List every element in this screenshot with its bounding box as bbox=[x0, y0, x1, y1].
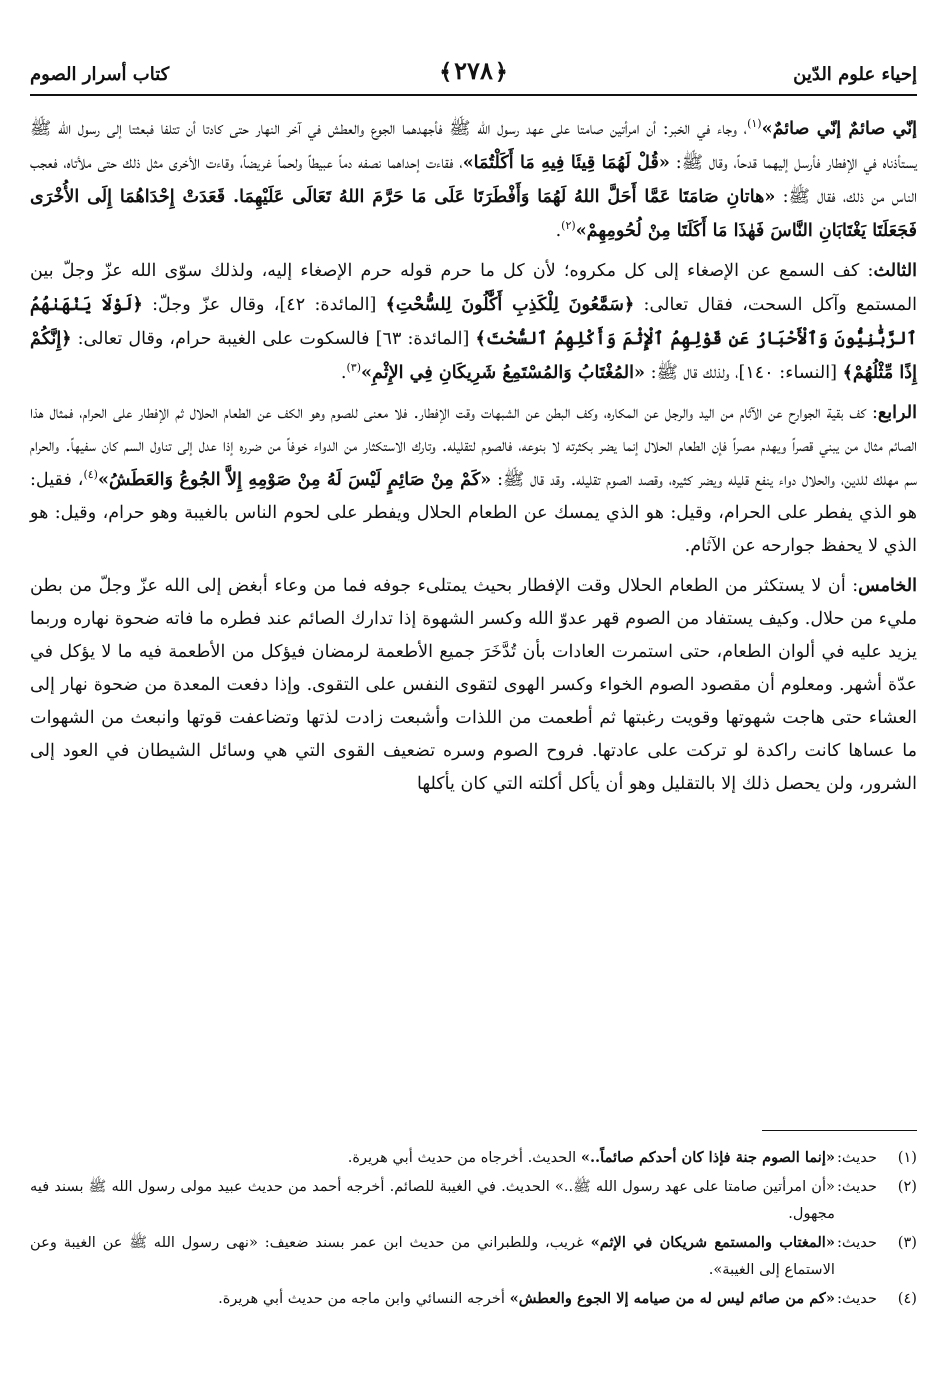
chapter-title: كتاب أسرار الصوم bbox=[30, 64, 170, 85]
paragraph bbox=[30, 396, 917, 563]
footnote bbox=[30, 1173, 917, 1227]
emphasis-text: ﴿لَوْلَا يَنْهَىٰهُمُ ٱلرَّبَّٰنِيُّونَ وَٱلْأَحْبَارُ عَن قَوْلِهِمُ ٱلْإِثْمَ وَأَكْلِهِمُ ٱلسُّحْتَ﴾ bbox=[30, 294, 917, 349]
emphasis-text: الخامس bbox=[858, 575, 917, 596]
main-text bbox=[30, 112, 917, 807]
footnote bbox=[30, 1144, 917, 1171]
footnote-label: حديث: bbox=[837, 1178, 877, 1195]
emphasis-text: الرابع bbox=[877, 402, 917, 423]
ornament-left: ﴾ bbox=[439, 59, 453, 85]
footnotes bbox=[30, 1144, 917, 1314]
footnote-text bbox=[348, 1149, 835, 1166]
text-run: الحديث. في الغيبة للصائم. أخرجه أحمد من حديث عبيد مولى رسول الله ﷺ بسند فيه مجهول. bbox=[30, 1178, 835, 1222]
page-number-value: ٢٧٨ bbox=[454, 56, 493, 85]
footnote-label: حديث: bbox=[837, 1149, 877, 1166]
footnote-label: حديث: bbox=[837, 1290, 877, 1307]
text-run: [المائدة: ٦٣] فالسكوت على الغيبة حرام، وقال تعالى: bbox=[71, 329, 476, 349]
footnote-text bbox=[30, 1178, 835, 1222]
text-run: . bbox=[555, 221, 562, 241]
paragraph bbox=[30, 112, 917, 248]
header-rule bbox=[30, 94, 917, 96]
emphasis-text: «هاتانِ صَامَتَا عَمَّا أَحَلَّ اللهُ لَهُمَا وَأَفْطَرَتَا عَلَى مَا حَرَّمَ اللهُ تَعَالَى عَلَيْهِمَا. قَعَدَتْ إِحْدَاهُمَا إِلَى الأُخْرَى فَجَعَلَتَا يَغْتَابَانِ النَّاسَ فَهٰذَا مَا أَكَلَتَا مِنْ لُحُومِهِمْ» bbox=[30, 186, 917, 241]
footnote-text bbox=[30, 1234, 835, 1278]
text-run: ، وجاء في الخبر: أن امرأتين صامتا على عهد رسول الله ﷺ فأجهدهما الجوع والعطش في آخر النهار حتى كادتا أن تتلفا فبعثتا إلى رسول الله ﷺ يستأذناه في الإفطار فأرسل إليهما قدحاً، وقال ﷺ: bbox=[30, 119, 917, 173]
book-title: إحياء علوم الدّين bbox=[793, 64, 917, 85]
emphasis-text: الثالث bbox=[873, 260, 917, 281]
ornament-right: ﴿ bbox=[494, 59, 508, 85]
paragraph bbox=[30, 254, 917, 390]
footnote-ref: (٣) bbox=[346, 361, 362, 375]
footnote-ref: (٢) bbox=[561, 219, 576, 233]
emphasis-text: «كَمْ مِنْ صَائِمٍ لَيْسَ لَهُ مِنْ صَوْمِهِ إِلاَّ الجُوعُ وَالعَطَشُ» bbox=[97, 469, 492, 490]
text-run: غريب، وللطبراني من حديث ابن عمر بسند ضعيف: «نهى رسول الله ﷺ عن الغيبة وعن الاستماع إلى الغيبة». bbox=[30, 1234, 835, 1278]
emphasis-text: إنّي صائمٌ إنّي صائمٌ» bbox=[761, 118, 917, 139]
emphasis-text: «المغتاب والمستمع شريكان في الإثم» bbox=[590, 1234, 835, 1251]
page-number bbox=[437, 56, 509, 85]
text-run: الحديث. أخرجاه من حديث أبي هريرة. bbox=[347, 1149, 581, 1166]
text-run: : كف بقية الجوارح عن الآثام من اليد والرجل عن المكاره، وكف البطن عن الشبهات وقت الإفطار. فلا معنى للصوم وهو الكف عن الطعام الحلال ثم الإفطار على الحرام، فمثال هذا الصائم مثال من يبني قصراً ويهدم مصراً فإن الطعام الحلال إنما يضر بكثرته لا بنوعه، فالصوم لتقليله. وتارك الاستكثار من الدواء خوفاً من ضرره إذا عدل إلى تناول السم كان سفيهاً. والحرام سم مهلك للدين، والحلال دواء ينفع قليله ويضر كثيره، وقصد الصوم تقليله. وقد قال ﷺ: bbox=[30, 403, 917, 490]
text-run: ، فقاءت إحداهما نصفه دماً عبيطاً ولحماً غريضاً، وقاءت الأخرى مثل ذلك حتى ملأتاه، فعجب الناس من ذلك، فقال ﷺ: bbox=[30, 153, 917, 207]
footnote-text bbox=[218, 1290, 835, 1307]
footnote bbox=[30, 1229, 917, 1283]
footnote-ref: (١) bbox=[747, 117, 762, 131]
emphasis-text: «إنما الصوم جنة فإذا كان أحدكم صائماً..» bbox=[580, 1149, 835, 1166]
text-run: [النساء: ١٤٠]، ولذلك قال ﷺ: bbox=[645, 363, 843, 383]
emphasis-text: «قُلْ لَهُمَا قِيئَا فِيهِ مَا أَكَلْتُمَا» bbox=[462, 152, 670, 173]
footnote-number: (٤) bbox=[897, 1290, 917, 1307]
text-run: أخرجه النسائي وابن ماجه من حديث أبي هريرة. bbox=[218, 1290, 510, 1307]
footnote-ref: (٤) bbox=[83, 468, 98, 482]
footnote bbox=[30, 1285, 917, 1312]
footnote-label: حديث: bbox=[837, 1234, 877, 1251]
text-run: : أن لا يستكثر من الطعام الحلال وقت الإفطار بحيث يمتلىء جوفه فما من وعاء أبغض إلى الله عزّ وجلّ من بطن مليء من حلال. وكيف يستفاد من الصوم قهر عدوّ الله وكسر الشهوة إذا تدارك الصائم عند فطره ما فاته ضحوة نهاره وربما يزيد عليه في ألوان الطعام، حتى استمرت العادات بأن تُدَّخَرَ جميع الأطعمة لرمضان فيؤكل من الأطعمة فيه ما لا يؤكل في عدّة أشهر. ومعلوم أن مقصود الصوم الخواء وكسر الهوى لتقوى النفس على التقوى. وإذا دفعت المعدة من ضحوة نهار إلى العشاء حتى هاجت شهوتها وقويت رغبتها ثم أطعمت من اللذات وأشبعت زادت لذتها وتضاعفت قوتها وانبعث من الشهوات ما عساها كانت راكدة لو تركت على عادتها. فروح الصوم وسره تضعيف القوى التي هي وسائل الشيطان في العود إلى الشرور، ولن يحصل ذلك إلا بالتقليل وهو أن يأكل أكلته التي كان يأكلها bbox=[30, 576, 917, 794]
paragraph bbox=[30, 569, 917, 801]
text-run: : كف السمع عن الإصغاء إلى كل مكروه؛ لأن كل ما حرم قوله حرم الإصغاء إليه، ولذلك سوّى الله عزّ وجلّ بين المستمع وآكل السحت، فقال تعالى: bbox=[30, 261, 918, 315]
footnote-number: (٣) bbox=[897, 1234, 917, 1251]
text-run: ، فقيل: هو الذي يفطر على الحرام، وقيل: هو الذي يمسك عن الطعام الحلال ويفطر على لحوم الناس بالغيبة وهو حرام، وقيل: هو الذي لا يحفظ جوارحه عن الآثام. bbox=[30, 470, 917, 556]
emphasis-text: ﴿إِنَّكُمْ إِذًا مِّثْلُهُمْ﴾ bbox=[30, 328, 917, 383]
footnote-number: (٢) bbox=[897, 1178, 917, 1195]
emphasis-text: «كم من صائم ليس له من صيامه إلا الجوع والعطش» bbox=[509, 1290, 835, 1307]
page-header bbox=[30, 52, 917, 94]
emphasis-text: «المُغْتَابُ وَالمُسْتَمِعُ شَرِيكَانِ فِي الإِثْمِ» bbox=[361, 362, 646, 383]
text-run: [المائدة: ٤٢]، وقال عزّ وجلّ: bbox=[142, 295, 386, 315]
text-run: . bbox=[340, 363, 347, 383]
text-run: «أن امرأتين صامتا على عهد رسول الله ﷺ..» bbox=[554, 1178, 835, 1195]
footnote-number: (١) bbox=[897, 1149, 917, 1166]
footnote-rule bbox=[762, 1130, 917, 1131]
emphasis-text: ﴿سَمَّٰعُونَ لِلْكَذِبِ أَكَّٰلُونَ لِلسُّحْتِ﴾ bbox=[385, 294, 635, 315]
